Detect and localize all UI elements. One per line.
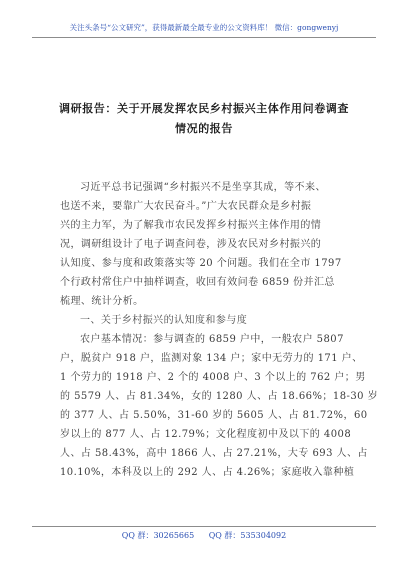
body-line: 个行政村常住户中抽样调查，收回有效问卷 6859 份并汇总 — [60, 277, 335, 288]
body-line: 人、占 58.43%，高中 1866 人、占 27.21%，大专 693 人、占 — [60, 448, 368, 459]
body-line: 兴的主力军，为了解我市农民发挥乡村振兴主体作用的情 — [60, 220, 322, 231]
body-line: 况，调研组设计了电子调查问卷，涉及农民对乡村振兴的 — [60, 239, 322, 250]
footer-qq-group-2: QQ 群：535304092 — [208, 531, 287, 540]
body-line: 也送不来，要靠广大农民奋斗。”广大农民群众是乡村振 — [60, 201, 312, 212]
footer-divider — [32, 526, 376, 527]
document-title-line-2: 情况的报告 — [175, 122, 233, 135]
body-line: 习近平总书记强调“乡村振兴不是坐享其成，等不来、 — [80, 182, 326, 193]
body-line: 岁以上的 877 人、占 12.79%；文化程度初中及以下的 4008 — [60, 429, 352, 440]
document-title-line-1: 调研报告：关于开展发挥农民乡村振兴主体作用问卷调查 — [59, 102, 349, 115]
document-body — [60, 178, 379, 482]
header-divider — [32, 37, 376, 38]
body-line: 的 5579 人、占 81.34%，女的 1280 人、占 18.66%；18-30 岁 — [60, 391, 379, 402]
body-line: 的 377 人、占 5.50%，31-60 岁的 5605 人、占 81.72%，60 — [60, 410, 368, 421]
body-line: 农户基本情况：参与调查的 6859 户中，一般农户 5807 — [80, 334, 344, 345]
section-heading: 一、关于乡村振兴的认知度和参与度 — [80, 315, 248, 326]
footer-qq-group-1: QQ 群：30265665 — [121, 531, 195, 540]
footer — [0, 530, 408, 541]
body-line: 梳理、统计分析。 — [60, 296, 144, 307]
body-line: 10.10%，本科及以上的 292 人、占 4.26%；家庭收入靠种植 — [60, 467, 355, 478]
body-line: 认知度、参与度和政策落实等 20 个问题。我们在全市 1797 — [60, 258, 342, 269]
header-banner: 关注头条号“公文研究”，获得最新最全最专业的公文资料库！ 微信：gongwenyj — [69, 23, 339, 32]
body-line: 户，脱贫户 918 户，监测对象 134 户；家中无劳力的 171 户、 — [60, 353, 363, 364]
body-line: 1 个劳力的 1918 户、2 个的 4008 户、3 个以上的 762 户；男 — [60, 372, 366, 383]
